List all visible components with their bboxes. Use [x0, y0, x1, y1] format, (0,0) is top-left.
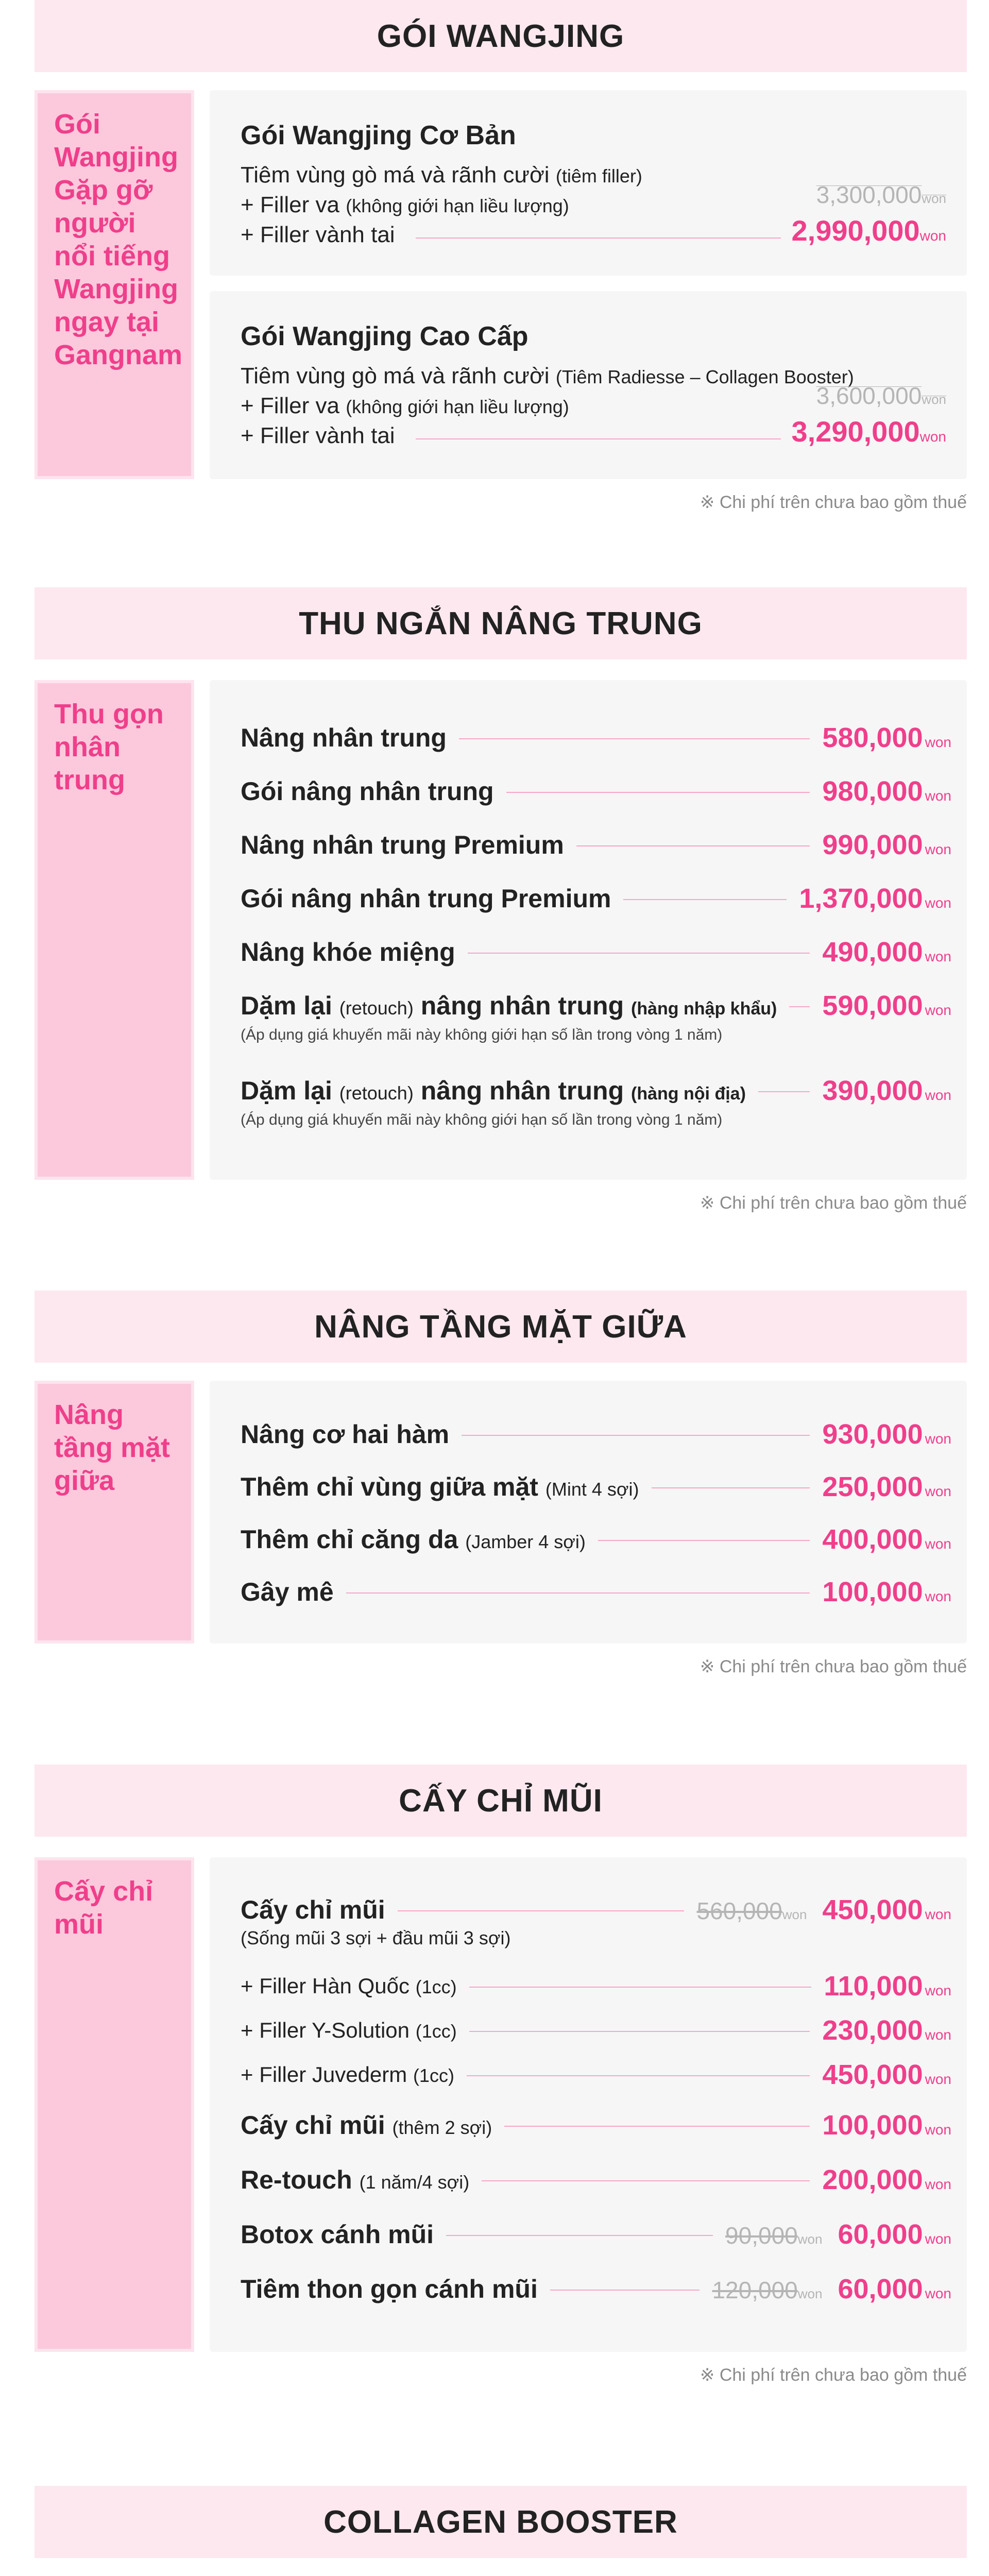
price-row: Gói nâng nhân trung 980,000 won	[241, 776, 951, 807]
price-row: Tiêm thon gọn cánh mũi 120,000won 60,000 won	[241, 2274, 951, 2304]
price-row: Re-touch (1 năm/4 sợi) 200,000 won	[241, 2164, 951, 2195]
package-title: Gói Wangjing Cơ Bản	[241, 121, 516, 150]
package-line: + Filler vành tai	[241, 222, 395, 247]
old-price: 3,300,000won	[816, 181, 946, 208]
price-row: Botox cánh mũi 90,000won 60,000 won	[241, 2219, 951, 2250]
tax-footnote: ※ Chi phí trên chưa bao gồm thuế	[700, 493, 967, 512]
price-panel	[210, 1857, 967, 2352]
price-row: Dặm lại (retouch) nâng nhân trung (hàng nhập khẩu) 590,000 won	[241, 990, 951, 1021]
section-header: CẤY CHỈ MŨI	[35, 1765, 967, 1837]
price-row: Gây mê 100,000 won	[241, 1577, 951, 1607]
tax-footnote: ※ Chi phí trên chưa bao gồm thuế	[700, 1657, 967, 1676]
package-line: + Filler va (không giới hạn liều lượng)	[241, 393, 569, 418]
section-header: COLLAGEN BOOSTER	[35, 2486, 967, 2558]
price-row: Nâng nhân trung Premium 990,000 won	[241, 829, 951, 860]
package-line: Tiêm vùng gò má và rãnh cười (Tiêm Radiesse – Collagen Booster)	[241, 363, 854, 388]
category-label: Cấy chỉ mũi	[35, 1857, 194, 2352]
package-basic-panel	[210, 90, 967, 276]
section-header: GÓI WANGJING	[35, 0, 967, 72]
price-row: + Filler Y-Solution (1cc) 230,000 won	[241, 2015, 951, 2046]
old-price: 3,600,000won	[816, 382, 946, 409]
retouch-note: (Áp dụng giá khuyến mãi này không giới hạn số lần trong vòng 1 năm)	[241, 1026, 723, 1043]
package-line: Tiêm vùng gò má và rãnh cười (tiêm filler)	[241, 162, 642, 188]
price-row: Cấy chỉ mũi (thêm 2 sợi) 100,000 won	[241, 2110, 951, 2141]
price-row: Thêm chỉ căng da (Jamber 4 sợi) 400,000 won	[241, 1524, 951, 1555]
tax-footnote: ※ Chi phí trên chưa bao gồm thuế	[700, 2365, 967, 2385]
category-label: Thu gọn nhân trung	[35, 680, 194, 1180]
package-line: + Filler va (không giới hạn liều lượng)	[241, 192, 569, 217]
price-row: Nâng khóe miệng 490,000 won	[241, 937, 951, 968]
price-row: Cấy chỉ mũi 560,000won 450,000 won	[241, 1894, 951, 1925]
category-label: Gói Wangjing Gặp gỡ người nổi tiếng Wangjing ngay tại Gangnam	[35, 90, 194, 479]
price-panel	[210, 680, 967, 1180]
item-subnote: (Sống mũi 3 sợi + đầu mũi 3 sợi)	[241, 1927, 511, 1948]
package-line: + Filler vành tai	[241, 423, 395, 448]
category-label: Nâng tầng mặt giữa	[35, 1381, 194, 1643]
price-row: Gói nâng nhân trung Premium 1,370,000 won	[241, 883, 951, 914]
retouch-note: (Áp dụng giá khuyến mãi này không giới hạn số lần trong vòng 1 năm)	[241, 1111, 723, 1128]
price: 3,290,000won	[781, 415, 946, 448]
price-row: Thêm chỉ vùng giữa mặt (Mint 4 sợi) 250,000 won	[241, 1471, 951, 1502]
package-premium-panel	[210, 291, 967, 479]
price-row: Nâng cơ hai hàm 930,000 won	[241, 1419, 951, 1450]
price-row: + Filler Juvederm (1cc) 450,000 won	[241, 2059, 951, 2090]
price-row: Dặm lại (retouch) nâng nhân trung (hàng nội địa) 390,000 won	[241, 1075, 951, 1106]
section-header: THU NGẮN NÂNG TRUNG	[35, 587, 967, 659]
price: 2,990,000won	[781, 214, 946, 247]
price-row: Nâng nhân trung 580,000 won	[241, 722, 951, 753]
price-row: + Filler Hàn Quốc (1cc) 110,000 won	[241, 1971, 951, 2002]
package-title: Gói Wangjing Cao Cấp	[241, 321, 528, 351]
tax-footnote: ※ Chi phí trên chưa bao gồm thuế	[700, 1193, 967, 1213]
price-panel	[210, 1381, 967, 1643]
section-header: NÂNG TẦNG MẶT GIỮA	[35, 1291, 967, 1363]
